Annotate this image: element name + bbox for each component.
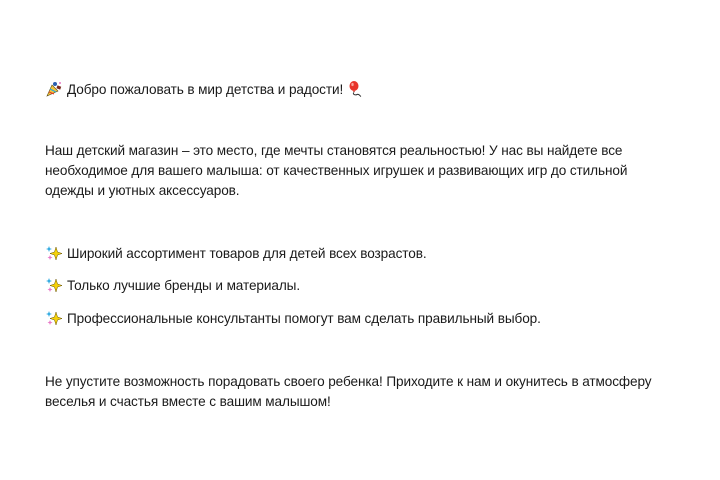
bullet-item [45,276,300,296]
balloon-icon [346,80,364,98]
bullet-text: Только лучшие бренды и материалы. [67,278,300,293]
intro-line-1: Наш детский магазин – это место, где мечты становятся реальностью! У нас вы найдете все [45,143,623,158]
welcome-heading [45,80,364,100]
closing-line-1: Не упустите возможность порадовать своего ребенка! Приходите к нам и окунитесь в атмосферу [45,374,652,389]
heading-text: Добро пожаловать в мир детства и радости! [67,82,344,97]
bullet-text: Профессиональные консультанты помогут вам сделать правильный выбор. [67,311,541,326]
bullet-text: Широкий ассортимент товаров для детей всех возрастов. [67,246,427,261]
closing-line-2: веселья и счастья вместе с вашим малышом! [45,394,331,409]
sparkles-icon [45,309,63,327]
closing-paragraph [45,372,651,412]
bullet-item [45,309,541,329]
sparkles-icon [45,244,63,262]
bullet-item [45,244,427,264]
sparkles-icon [45,276,63,294]
intro-line-3: одежды и уютных аксессуаров. [45,183,240,198]
intro-line-2: необходимое для вашего малыша: от качественных игрушек и развивающих игр до стильной [45,163,628,178]
intro-paragraph [45,141,627,201]
party-popper-icon [45,80,63,98]
